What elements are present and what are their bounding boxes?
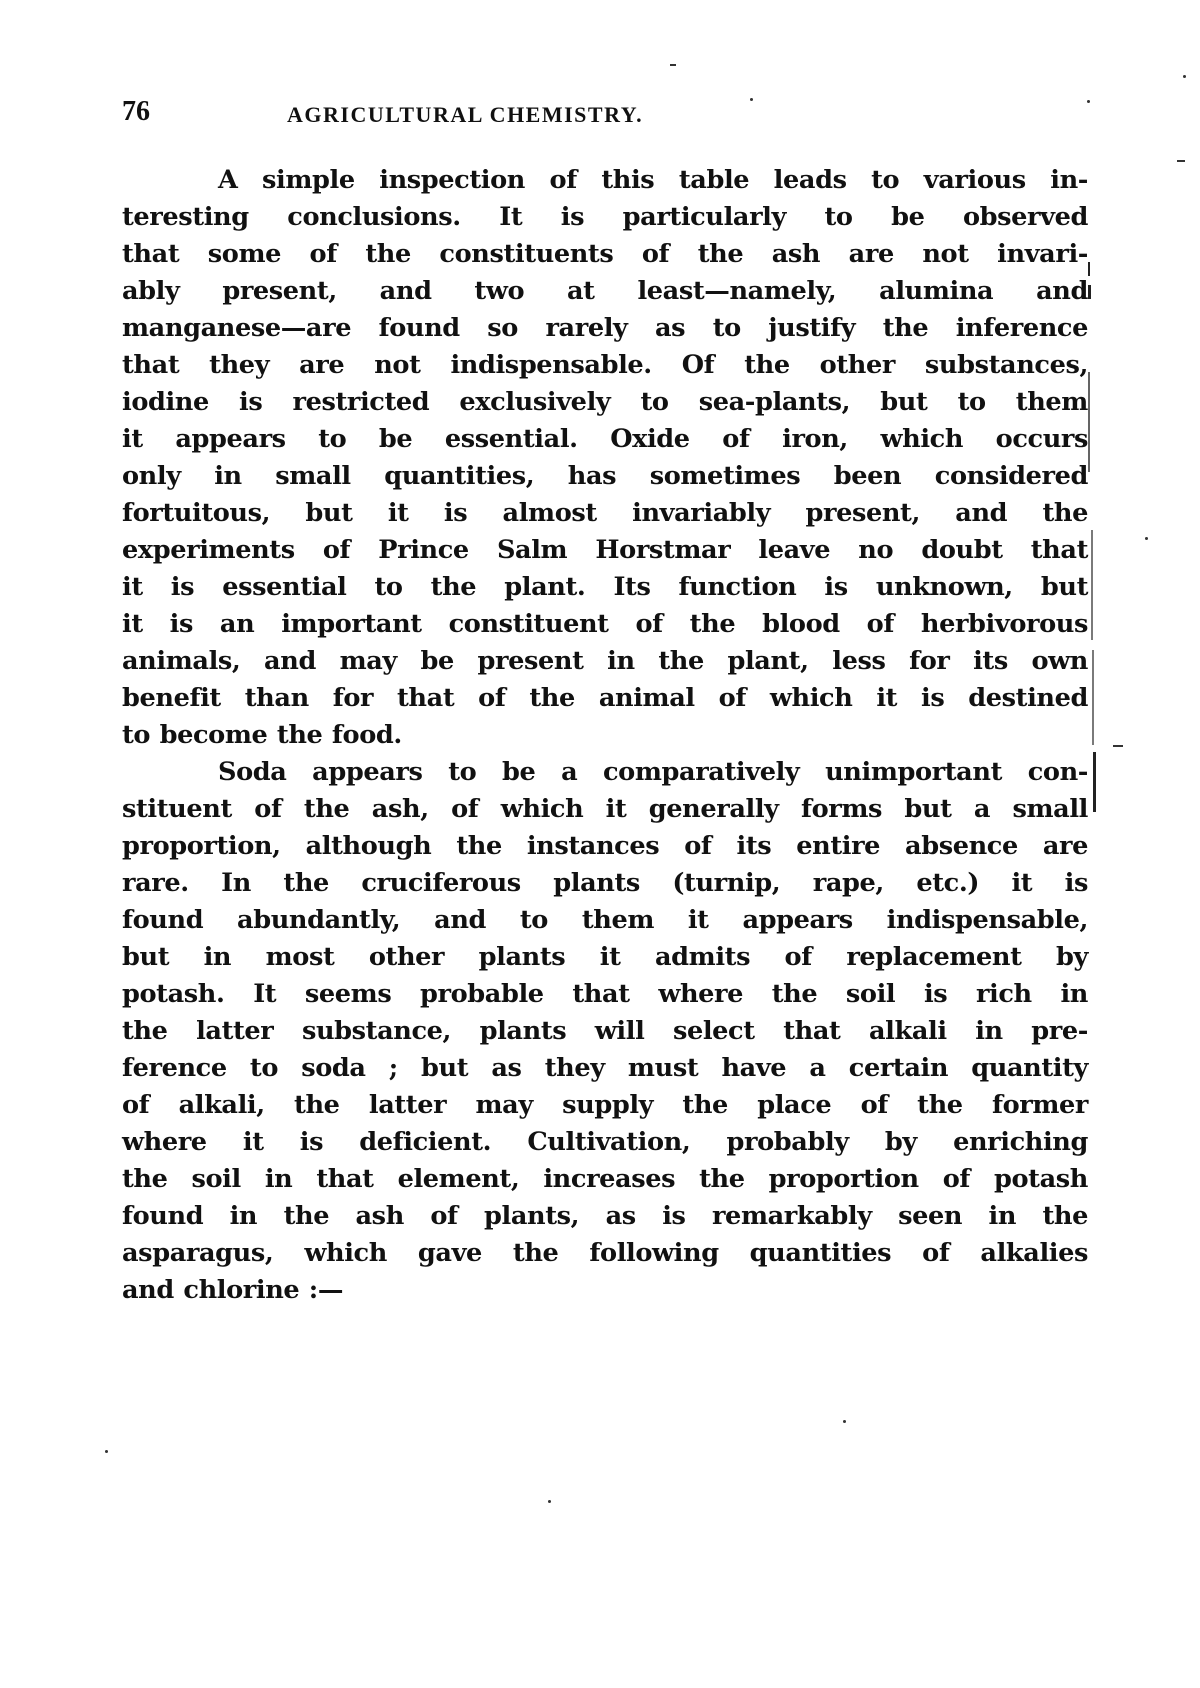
scan-speck: [548, 1500, 551, 1503]
text-line: rare. In the cruciferous plants (turnip, rape, etc.) it is: [122, 868, 1088, 898]
text-line: found abundantly, and to them it appears indispensable,: [122, 905, 1088, 935]
scan-speck: [1177, 160, 1185, 162]
text-line: that they are not indispensable. Of the other substances,: [122, 350, 1088, 380]
text-line: it is an important constituent of the blood of herbivorous: [122, 609, 1088, 639]
scan-speck: [843, 1420, 846, 1423]
running-head: [122, 96, 1082, 132]
paragraph-1: [122, 162, 1088, 754]
text-line: Soda appears to be a comparatively unimportant con-: [218, 757, 1088, 787]
scan-speck: [1145, 537, 1148, 540]
text-line: asparagus, which gave the following quantities of alkalies: [122, 1238, 1088, 1268]
scan-speck: [670, 64, 676, 66]
text-line: where it is deficient. Cultivation, probably by enriching: [122, 1127, 1088, 1157]
text-line: benefit than for that of the animal of which it is destined: [122, 683, 1088, 713]
scan-artifact-line: [1093, 752, 1096, 812]
text-line: found in the ash of plants, as is remarkably seen in the: [122, 1201, 1088, 1231]
text-line: iodine is restricted exclusively to sea-plants, but to them: [122, 387, 1088, 417]
text-line: potash. It seems probable that where the soil is rich in: [122, 979, 1088, 1009]
scan-speck: [1183, 75, 1186, 78]
text-line: manganese—are found so rarely as to justify the inference: [122, 313, 1088, 343]
scan-speck: [1087, 100, 1090, 103]
scan-speck: [105, 1450, 108, 1453]
text-line: the soil in that element, increases the proportion of potash: [122, 1164, 1088, 1194]
body-text: [122, 162, 1088, 1309]
text-line: it appears to be essential. Oxide of iron, which occurs: [122, 424, 1088, 454]
text-line: stituent of the ash, of which it generally forms but a small: [122, 794, 1088, 824]
text-line: proportion, although the instances of its entire absence are: [122, 831, 1088, 861]
scan-speck: [750, 98, 753, 101]
running-title: AGRICULTURAL CHEMISTRY.: [287, 102, 644, 127]
text-line: ably present, and two at least—namely, alumina and: [122, 276, 1088, 306]
paragraph-2: [122, 754, 1088, 1309]
page-number: 76: [122, 96, 150, 127]
text-line: teresting conclusions. It is particularly to be observed: [122, 202, 1088, 232]
scan-artifact-line: [1088, 372, 1090, 472]
text-line: animals, and may be present in the plant, less for its own: [122, 646, 1088, 676]
text-line: that some of the constituents of the ash are not invari-: [122, 239, 1088, 269]
scan-artifact-line: [1088, 285, 1091, 299]
scan-artifact-line: [1088, 262, 1090, 276]
text-line: but in most other plants it admits of replacement by: [122, 942, 1088, 972]
text-line: the latter substance, plants will select that alkali in pre-: [122, 1016, 1088, 1046]
text-line: of alkali, the latter may supply the place of the former: [122, 1090, 1088, 1120]
text-line: experiments of Prince Salm Horstmar leave no doubt that: [122, 535, 1088, 565]
scan-artifact-line: [1092, 650, 1094, 745]
scan-speck: [1113, 745, 1123, 747]
text-line: fortuitous, but it is almost invariably present, and the: [122, 498, 1088, 528]
text-line: only in small quantities, has sometimes been considered: [122, 461, 1088, 491]
text-line: to become the food.: [122, 720, 402, 750]
text-line: A simple inspection of this table leads to various in-: [218, 165, 1088, 195]
text-line: and chlorine :—: [122, 1275, 344, 1305]
text-line: it is essential to the plant. Its function is unknown, but: [122, 572, 1088, 602]
text-line: ference to soda ; but as they must have a certain quantity: [122, 1053, 1088, 1083]
scan-artifact-line: [1091, 530, 1093, 640]
